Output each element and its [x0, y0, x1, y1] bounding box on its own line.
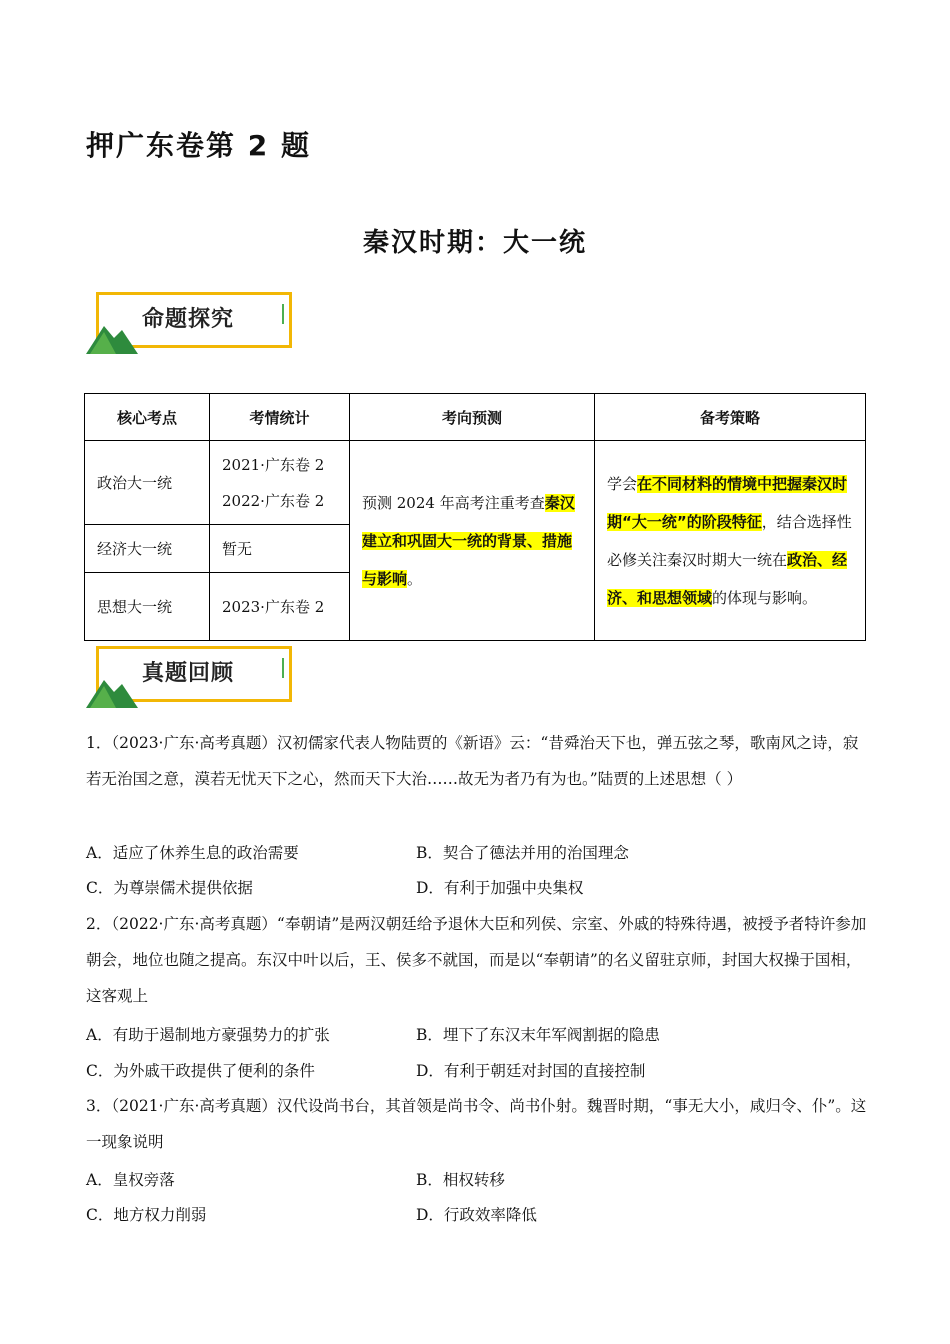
question-option: B．相权转移 [416, 1171, 505, 1189]
stats-cell: 2023·广东卷 2 [210, 573, 350, 641]
prediction-text: 预测 2024 年高考注重考查 [362, 493, 545, 512]
strategy-highlight: 政治、经济、和思想领域 [607, 550, 848, 607]
question-option: C．地方权力削弱 [86, 1206, 207, 1224]
question-option: D．有利于朝廷对封国的直接控制 [416, 1062, 646, 1080]
table-header: 备考策略 [595, 394, 866, 441]
stats-line: 2021·广东卷 2 [222, 455, 325, 474]
stats-line: 2022·广东卷 2 [222, 491, 325, 510]
question-option: C．为尊崇儒术提供依据 [86, 879, 253, 897]
topic-cell: 政治大一统 [85, 441, 210, 525]
banner-label: 真题回顾 [142, 661, 235, 686]
table-header: 考情统计 [210, 394, 350, 441]
table-header-row [85, 394, 866, 441]
strategy-cell [595, 441, 866, 641]
question-option: A．适应了休养生息的政治需要 [86, 844, 299, 862]
strategy-text: 学会 [607, 474, 638, 493]
prediction-end: 。 [407, 569, 423, 588]
strategy-text: ，结合选择性必修关注秦汉时期大一统在 [607, 512, 852, 569]
section-banner-explore [86, 292, 296, 358]
page-title: 押广东卷第 2 题 [86, 129, 311, 162]
banner-tick [282, 304, 284, 324]
table-header: 考向预测 [350, 394, 595, 441]
table-row [85, 441, 866, 525]
stats-cell: 暂无 [210, 525, 350, 573]
question-stem: 3．（2021·广东·高考真题）汉代设尚书台，其首领是尚书令、尚书仆射。魏晋时期，“事无大小，咸归令、仆”。这一现象说明 [86, 1097, 867, 1151]
question-option: D．有利于加强中央集权 [416, 879, 584, 897]
question-stem: 1．（2023·广东·高考真题）汉初儒家代表人物陆贾的《新语》云：“昔舜治天下也，弹五弦之琴，歌南风之诗，寂若无治国之意，漠若无忧天下之心，然而天下大治……故无为者乃有为也。”陆贾的上述思想（ ） [86, 734, 859, 788]
mountain-icon [86, 318, 146, 358]
prediction-cell [350, 441, 595, 641]
question-stem: 2．（2022·广东·高考真题）“奉朝请”是两汉朝廷给予退休大臣和列侯、宗室、外戚的特殊待遇，被授予者特许参加朝会，地位也随之提高。东汉中叶以后，王、侯多不就国，而是以“奉朝请”的名义留驻京师，封国大权操于国相，这客观上 [86, 915, 867, 1005]
question-option: D．行政效率降低 [416, 1206, 537, 1224]
exam-table [84, 393, 866, 641]
table-header: 核心考点 [85, 394, 210, 441]
topic-cell: 经济大一统 [85, 525, 210, 573]
prediction-highlight: 秦汉建立和巩固大一统的背景、措施与影响 [362, 493, 575, 588]
question-option: A．有助于遏制地方豪强势力的扩张 [86, 1026, 330, 1044]
page-subtitle: 秦汉时期：大一统 [362, 228, 587, 258]
question-option: A．皇权旁落 [86, 1171, 175, 1189]
mountain-icon [86, 672, 146, 712]
stats-cell [210, 441, 350, 525]
strategy-text: 的体现与影响。 [712, 588, 818, 607]
question-option: B．契合了德法并用的治国理念 [416, 844, 629, 862]
section-banner-review [86, 646, 296, 712]
banner-tick [282, 658, 284, 678]
strategy-highlight: 在不同材料的情境中把握秦汉时期“大一统”的阶段特征 [607, 474, 848, 531]
banner-label: 命题探究 [142, 307, 235, 332]
question-option: B．埋下了东汉末年军阀割据的隐患 [416, 1026, 660, 1044]
topic-cell: 思想大一统 [85, 573, 210, 641]
question-option: C．为外戚干政提供了便利的条件 [86, 1062, 315, 1080]
